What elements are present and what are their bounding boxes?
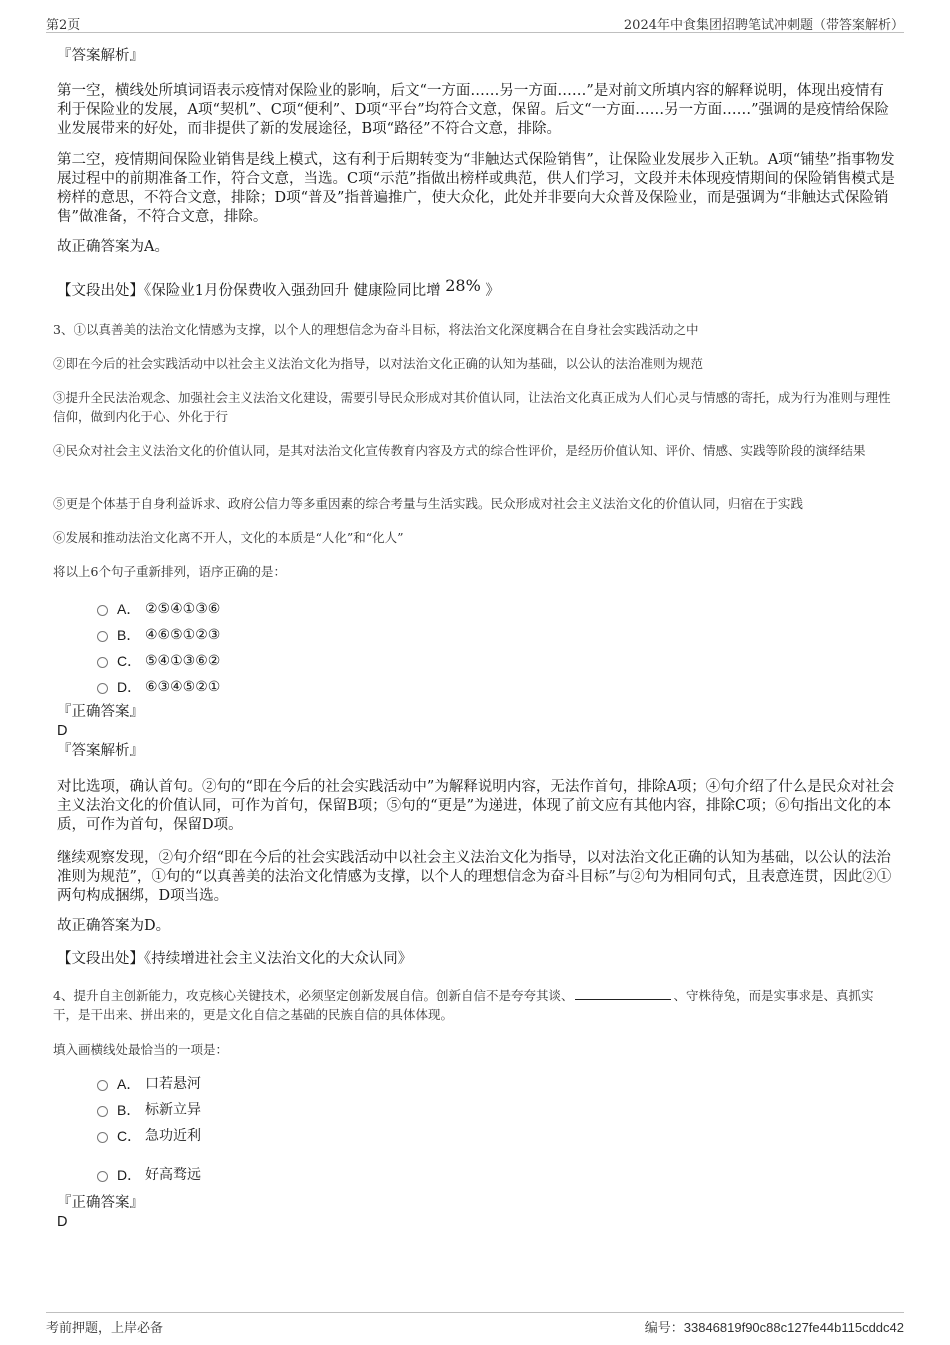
q4-option-a[interactable]: A． 口若悬河 xyxy=(55,1071,455,1097)
q3-option-d[interactable]: D． ⑥③④⑤②① xyxy=(55,674,455,700)
q4-option-b[interactable]: B． 标新立异 xyxy=(55,1097,455,1123)
q3-sentence-3: ③提升全民法治观念、加强社会主义法治文化建设，需要引导民众形成对其价值认同，让法治文化真正成为人们心灵与情感的寄托，成为行为准则与理性信仰，做到内化于心、外化于行 xyxy=(53,390,891,424)
q3-options xyxy=(55,596,455,700)
q2-source xyxy=(57,276,500,301)
q2-analysis-p1: 第一空，横线处所填词语表示疫情对保险业的影响，后文“一方面……另一方面……”是对前文所填内容的解释说明，体现出疫情有利于保险业的发展，A项“契机”、C项“便利”、D项“平台”均符合文意，保留。后文“一方面……另一方面……”强调的是疫情给保险业发展带来的好处，而非提供了新的发展途径，B项“路径”不符合文意，排除。 xyxy=(57,83,889,137)
q4-stem-before: 4、提升自主创新能力，攻克核心关键技术，必须坚定创新发展自信。创新自信不是夸夸其谈、 xyxy=(53,988,574,1003)
page-footer xyxy=(46,1312,904,1339)
q2-analysis-p2: 第二空，疫情期间保险业销售是线上模式，这有利于后期转变为“非触达式保险销售”，让保险业发展步入正轨。A项“铺垫”指事物发展过程中的前期准备工作，符合文意，当选。C项“示范”指做出榜样或典范，供人们学习，文段并未体现疫情期间的保险销售模式是榜样的意思，不符合文意，排除；D项“普及”指普遍推广，使大众化，此处并非要向大众普及保险业，而是强调为“非触达式保险销售”做准备，不符合文意，排除。 xyxy=(57,152,895,225)
q3-prompt: 将以上6个句子重新排列，语序正确的是： xyxy=(53,564,286,579)
page-header xyxy=(46,12,904,33)
page-number: 第2页 xyxy=(46,18,81,33)
document-id: 编号：33846819f90c88c127fe44b115cddc42 xyxy=(644,1320,904,1335)
q3-option-c[interactable]: C． ⑤④①③⑥② xyxy=(55,648,455,674)
q2-conclusion: 故正确答案为A。 xyxy=(57,239,169,255)
q4-answer: D xyxy=(57,1214,68,1230)
q3-sentence-5: ⑤更是个体基于自身利益诉求、政府公信力等多重因素的综合考量与生活实践。民众形成对社会主义法治文化的价值认同，归宿在于实践 xyxy=(53,496,804,511)
fill-blank xyxy=(575,986,671,1000)
radio-button[interactable] xyxy=(97,605,108,616)
q4-stem-after: 、守株待兔，而是实事求是、真抓实干，是干出来、拼出来的，更是文化自信之基础的民族自信的具体体现。 xyxy=(53,988,874,1022)
radio-button[interactable] xyxy=(97,1106,108,1117)
q2-analysis-title: 『答案解析』 xyxy=(57,48,144,64)
q2-source-label: 【文段出处】 xyxy=(57,283,144,299)
q4-answer-title: 『正确答案』 xyxy=(57,1195,144,1211)
q3-source-label: 【文段出处】 xyxy=(57,951,144,967)
q4-option-c[interactable]: C． 急功近利 xyxy=(55,1123,455,1149)
q3-source-text: 《持续增进社会主义法治文化的大众认同》 xyxy=(144,951,413,967)
q3-sentence-1: 3、①以真善美的法治文化情感为支撑，以个人的理想信念为奋斗目标，将法治文化深度耦合在自身社会实践活动之中 xyxy=(53,322,699,337)
q3-answer-title: 『正确答案』 xyxy=(57,704,144,720)
radio-button[interactable] xyxy=(97,657,108,668)
q4-stem xyxy=(53,986,895,1024)
q3-analysis-p1: 对比选项，确认首句。②句的“即在今后的社会实践活动中”为解释说明内容，无法作首句，排除A项；④句介绍了什么是民众对社会主义法治文化的价值认同，可作为首句，保留B项；⑤句的“更是”为递进，体现了前文应有其他内容，排除C项；⑥句指出文化的本质，可作为首句，保留D项。 xyxy=(57,779,895,833)
q4-prompt: 填入画横线处最恰当的一项是： xyxy=(53,1042,229,1057)
q4-options xyxy=(55,1071,455,1183)
q3-source xyxy=(57,950,412,969)
q3-sentence-6: ⑥发展和推动法治文化离不开人，文化的本质是“人化”和“化人” xyxy=(53,530,404,545)
q2-source-text: 《保险业1月份保费收入强劲回升 健康险同比增 xyxy=(144,283,441,299)
document-title: 2024年中食集团招聘笔试冲刺题（带答案解析） xyxy=(623,18,904,33)
radio-button[interactable] xyxy=(97,1171,108,1182)
radio-button[interactable] xyxy=(97,1080,108,1091)
footer-slogan: 考前押题，上岸必备 xyxy=(46,1321,164,1336)
radio-button[interactable] xyxy=(97,631,108,642)
q3-option-a[interactable]: A． ②⑤④①③⑥ xyxy=(55,596,455,622)
q4-option-d[interactable]: D． 好高骛远 xyxy=(55,1162,455,1188)
q3-conclusion: 故正确答案为D。 xyxy=(57,918,171,934)
q3-analysis-p2: 继续观察发现，②句介绍“即在今后的社会实践活动中以社会主义法治文化为指导，以对法治文化正确的认知为基础，以公认的法治准则为规范”，①句的“以真善美的法治文化情感为支撑，以个人的理想信念为奋斗目标”与②句为相同句式，且表意连贯，因此②①两句构成捆绑，D项当选。 xyxy=(57,850,892,904)
q3-answer: D xyxy=(57,723,68,739)
q3-sentence-2: ②即在今后的社会实践活动中以社会主义法治文化为指导，以对法治文化正确的认知为基础，以公认的法治准则为规范 xyxy=(53,356,704,371)
q3-analysis-title: 『答案解析』 xyxy=(57,743,144,759)
radio-button[interactable] xyxy=(97,683,108,694)
q3-option-b[interactable]: B． ④⑥⑤①②③ xyxy=(55,622,455,648)
q2-source-end: 》 xyxy=(485,283,500,299)
radio-button[interactable] xyxy=(97,1132,108,1143)
q2-source-formula: 28% xyxy=(445,276,481,295)
q3-sentence-4: ④民众对社会主义法治文化的价值认同，是其对法治文化宣传教育内容及方式的综合性评价，是经历价值认知、评价、情感、实践等阶段的演绎结果 xyxy=(53,443,866,458)
